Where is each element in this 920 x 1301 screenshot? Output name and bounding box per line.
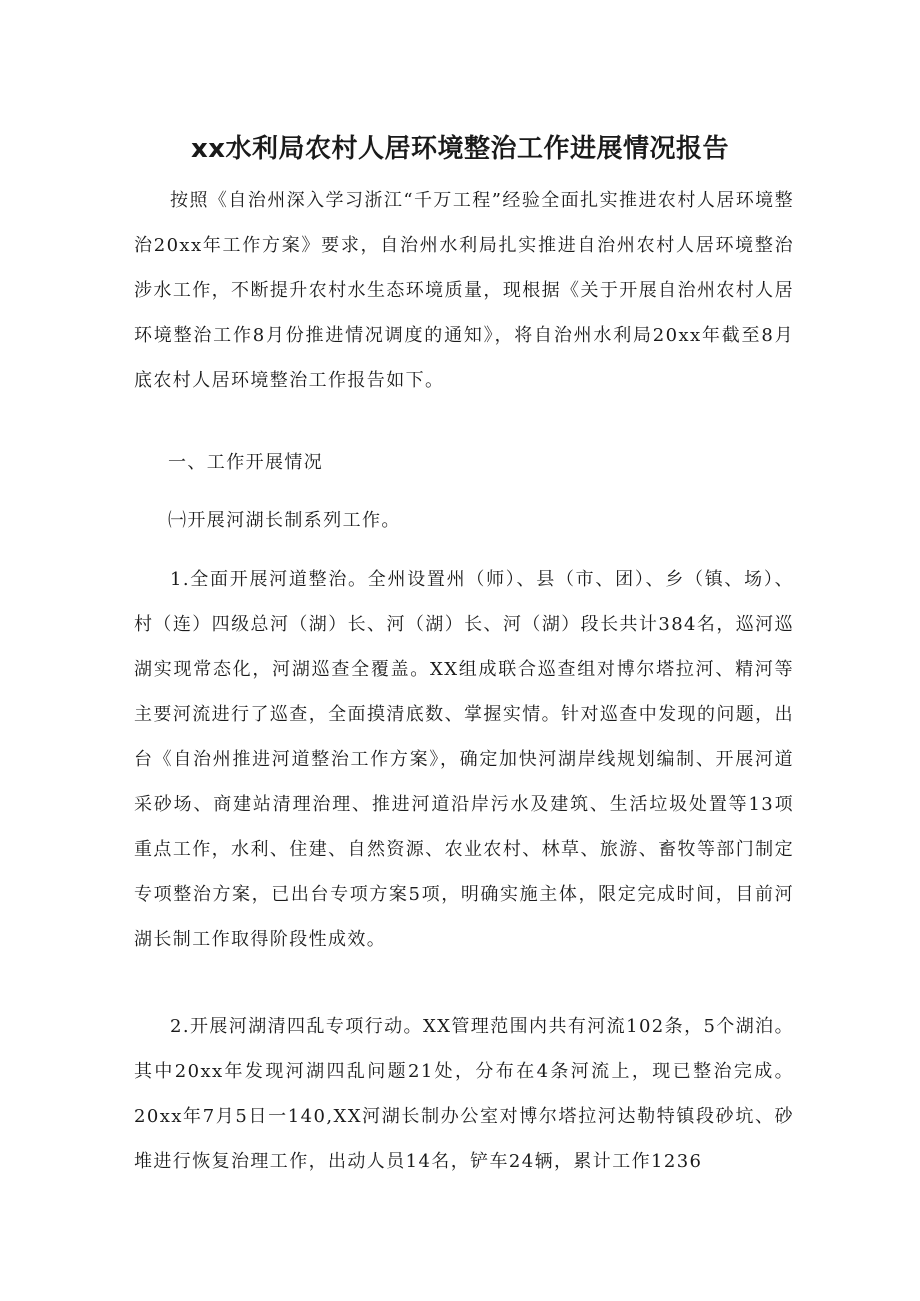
intro-paragraph: 按照《自治州深入学习浙江“千万工程”经验全面扎实推进农村人居环境整治20xx年工作方案》要求，自治州水利局扎实推进自治州农村人居环境整治涉水工作，不断提升农村水生态环境质量，现根据《关于开展自治州农村人居环境整治工作8月份推进情况调度的通知》，将自治州水利局20xx年截至8月底农村人居环境整治工作报告如下。	[134, 190, 794, 391]
item-2-paragraph: 2.开展河湖清四乱专项行动。XX管理范围内共有河流102条，5个湖泊。其中20xx年发现河湖四乱问题21处，分布在4条河流上，现已整治完成。20xx年7月5日一140,XX河湖长制办公室对博尔塔拉河达勒特镇段砂坑、砂堆进行恢复治理工作，出动人员14名，铲车24辆，累计工作1236	[134, 1016, 794, 1172]
document-title: xx水利局农村人居环境整治工作进展情况报告	[190, 134, 730, 164]
section-heading: 一、工作开展情况	[168, 452, 324, 473]
subsection-heading: ㈠开展河湖长制系列工作。	[168, 510, 401, 531]
item-1-paragraph: 1.全面开展河道整治。全州设置州（师）、县（市、团）、乡（镇、场）、村（连）四级总河（湖）长、河（湖）长、河（湖）段长共计384名，巡河巡湖实现常态化，河湖巡查全覆盖。XX组成联合巡查组对博尔塔拉河、精河等主要河流进行了巡查，全面摸清底数、掌握实情。针对巡查中发现的问题，出台《自治州推进河道整治工作方案》，确定加快河湖岸线规划编制、开展河道采砂场、商建站清理治理、推进河道沿岸污水及建筑、生活垃圾处置等13项重点工作，水利、住建、自然资源、农业农村、林草、旅游、畜牧等部门制定专项整治方案，已出台专项方案5项，明确实施主体，限定完成时间，目前河湖长制工作取得阶段性成效。	[134, 569, 794, 950]
